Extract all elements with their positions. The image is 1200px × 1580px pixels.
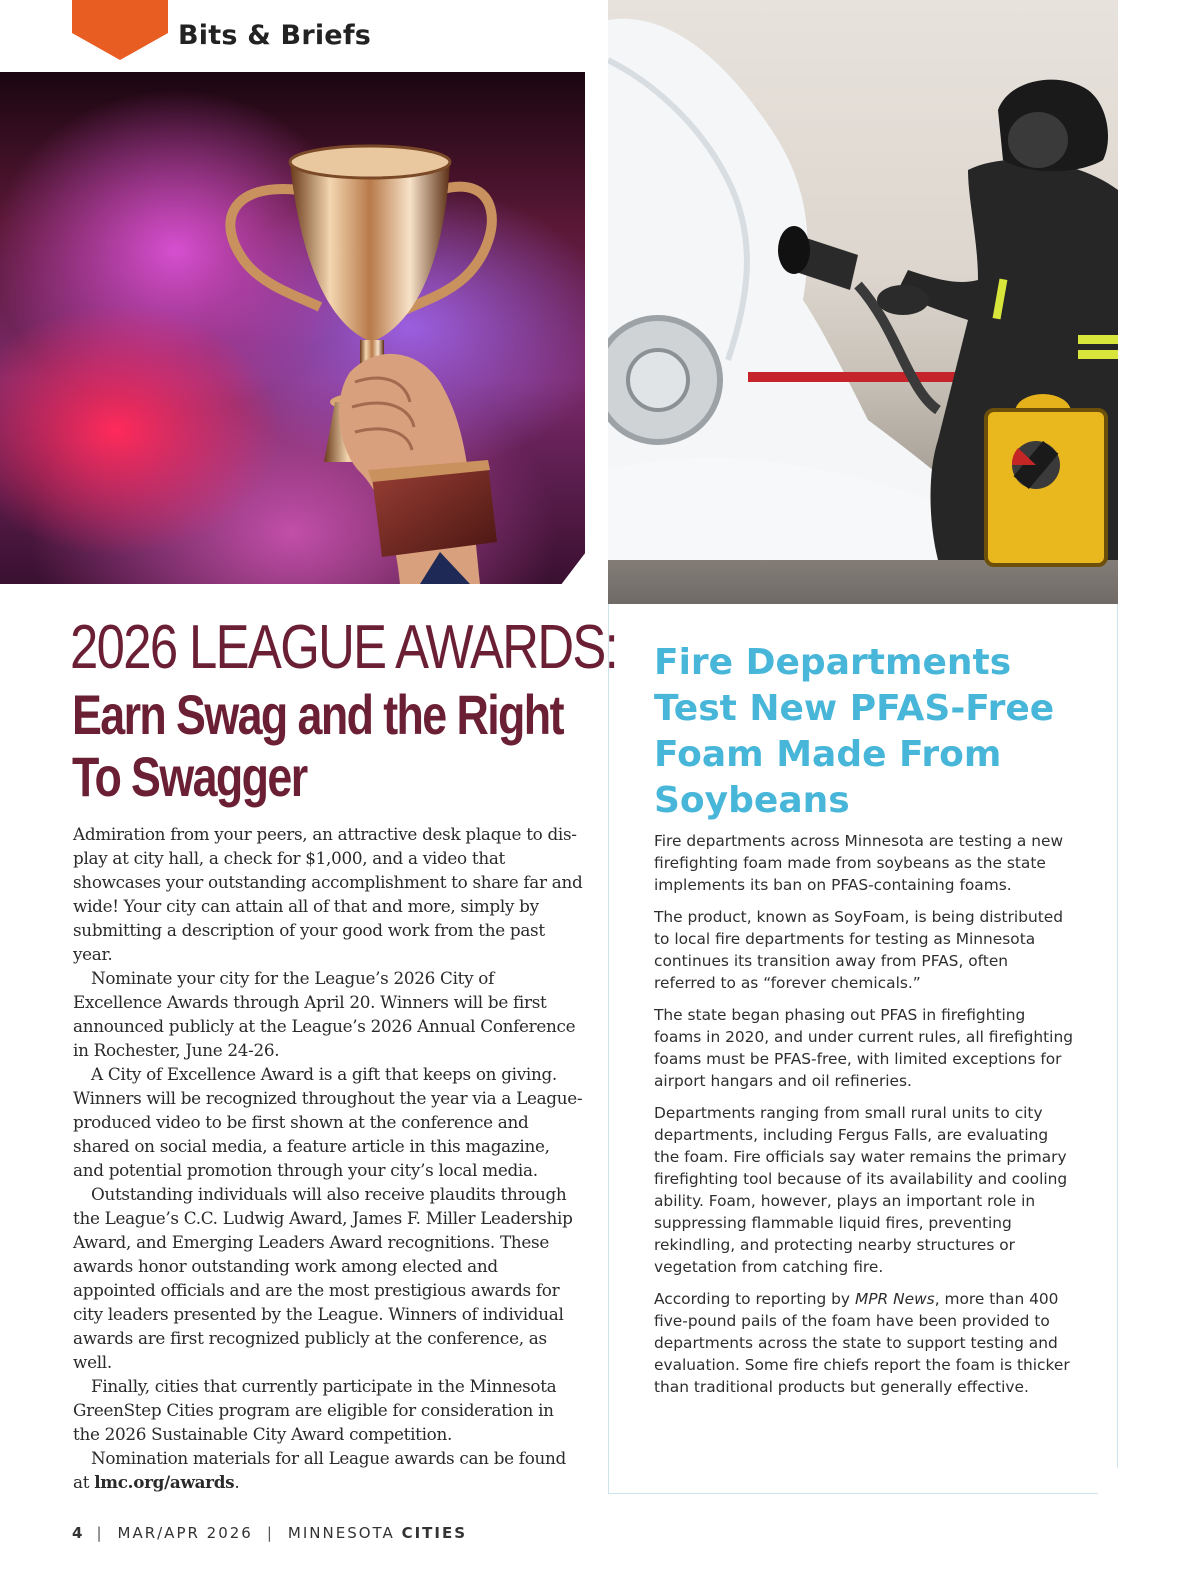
firefighter-foam-photo	[608, 0, 1118, 604]
awards-paragraph: Admiration from your peers, an attractive desk plaque to dis-play at city hall, a check for $1,000, and a video that showcases your outstanding accomplishment to share far and wide! Your city can attain all of that and more, simply by submitting a description of your good work from the past year.	[73, 824, 583, 964]
fire-source-rest: , more than 400 five-pound pails of the foam have been provided to departments across the state to support testing and evaluation. Some fire chiefs report the foam is thicker than traditional products but generally effective.	[654, 1290, 1070, 1396]
trophy-illustration	[0, 72, 585, 584]
section-title: Bits & Briefs	[178, 20, 372, 51]
firefighter-illustration	[608, 0, 1118, 604]
awards-kicker: 2026 LEAGUE AWARDS:	[70, 613, 618, 682]
fire-paragraph-last	[654, 1288, 1074, 1398]
page-number: 4	[72, 1524, 83, 1542]
section-tab-shape	[72, 0, 168, 60]
fire-paragraph: The product, known as SoyFoam, is being distributed to local fire departments for testing as Minnesota continues its transition away from PFAS, often referred to as “forever chemicals.”	[654, 908, 1063, 992]
fire-body	[654, 830, 1074, 1408]
fire-paragraph: Fire departments across Minnesota are testing a new firefighting foam made from soybeans as the state implements its ban on PFAS-containing foams.	[654, 832, 1064, 894]
awards-paragraph: Finally, cities that currently participate in the Minnesota GreenStep Cities program are eligible for consideration in the 2026 Sustainable City Award competition.	[73, 1376, 557, 1444]
awards-paragraph: A City of Excellence Award is a gift that keeps on giving. Winners will be recognized throughout the year via a League-produced video to be first shown at the conference and shared on social media, a feature article in this magazine, and potential promotion through your city’s local media.	[73, 1064, 583, 1180]
awards-link[interactable]: lmc.org/awards	[94, 1472, 235, 1492]
awards-period: .	[234, 1472, 240, 1492]
awards-nomination-text: Nomination materials for all League awards can be found at	[73, 1448, 566, 1492]
awards-body	[73, 822, 585, 1494]
footer-separator: |	[266, 1524, 274, 1542]
trophy-photo	[0, 72, 585, 584]
page-footer	[72, 1524, 467, 1542]
footer-separator: |	[96, 1524, 104, 1542]
awards-paragraph: Nominate your city for the League’s 2026 City of Excellence Awards through April 20. Winners will be first announced publicly at the League’s 2026 Annual Conference in Rochester, June 24-26.	[73, 968, 576, 1060]
awards-headline-line1: Earn Swag and the Right	[72, 683, 563, 746]
fire-headline: Fire Departments Test New PFAS-Free Foam Made From Soybeans	[654, 642, 1055, 821]
awards-paragraph: Outstanding individuals will also receive plaudits through the League’s C.C. Ludwig Award, James F. Miller Leadership Award, and Emerging Leaders Award recognitions. These awards honor outstanding work among elected and appointed officials and are the most prestigious awards for city leaders presented by the League. Winners of individual awards are first recognized publicly at the conference, as well.	[73, 1184, 573, 1372]
awards-paragraph-last	[73, 1446, 585, 1494]
awards-headline-line2: To Swagger	[72, 745, 307, 808]
footer-publication: MINNESOTA	[287, 1524, 395, 1542]
fire-source-name: MPR News	[854, 1290, 935, 1308]
fire-paragraph: Departments ranging from small rural units to city departments, including Fergus Falls, are evaluating the foam. Fire officials say water remains the primary firefighting tool because of its availability and cooling ability. Foam, however, plays an important role in suppressing flammable liquid fires, preventing rekindling, and protecting nearby structures or vegetation from catching fire.	[654, 1104, 1068, 1276]
footer-issue: MAR/APR 2026	[117, 1524, 253, 1542]
fire-source-prefix: According to reporting by	[654, 1290, 851, 1308]
awards-headline	[72, 684, 568, 808]
fire-paragraph: The state began phasing out PFAS in firefighting foams in 2020, and under current rules, all firefighting foams must be PFAS-free, with limited exceptions for airport hangars and oil refineries.	[654, 1006, 1073, 1090]
footer-publication-bold: CITIES	[401, 1524, 468, 1542]
